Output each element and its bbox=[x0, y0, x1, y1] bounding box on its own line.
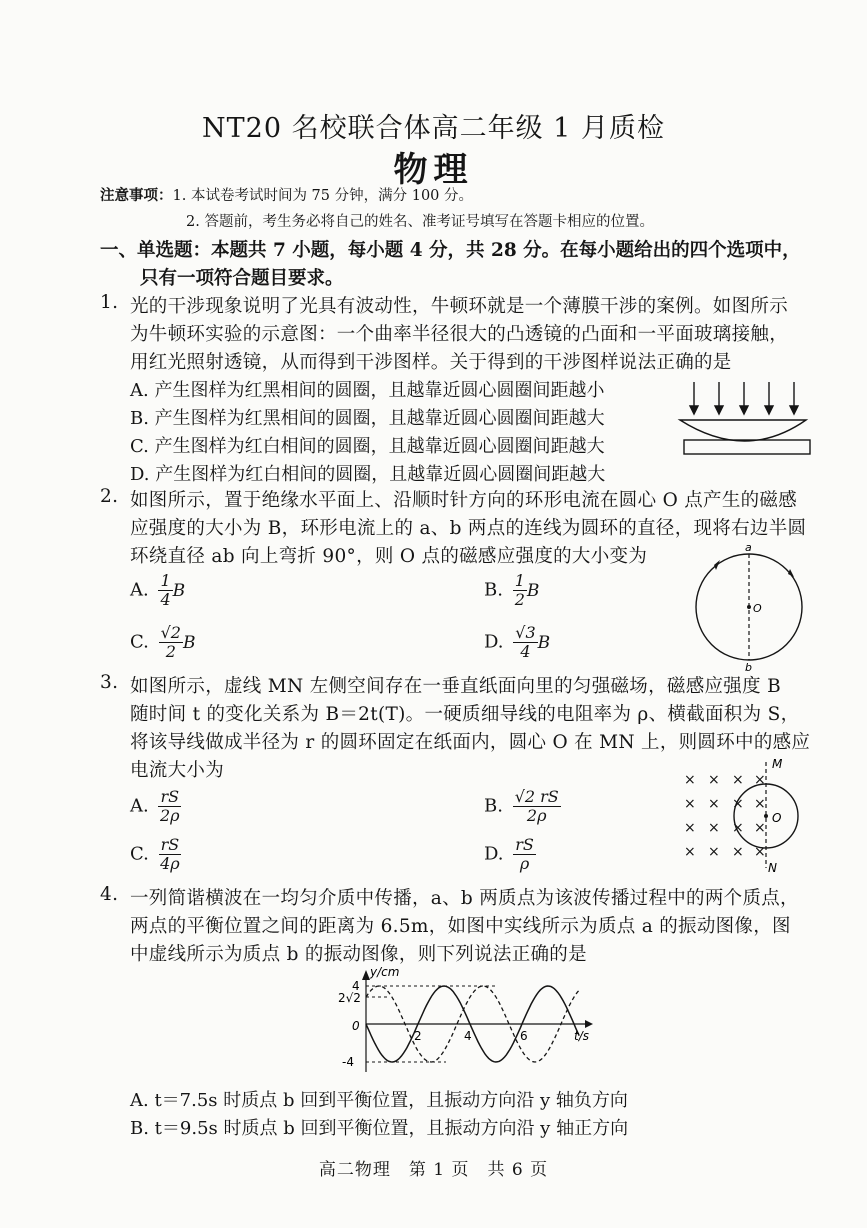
notice-item-1: 1. 本试卷考试时间为 75 分钟，满分 100 分。 bbox=[172, 188, 474, 204]
ring-current-figure bbox=[690, 540, 808, 672]
fraction: $\frac{rS}{\rho}$ bbox=[515, 835, 534, 873]
q4-option-a: A. t＝7.5s 时质点 b 回到平衡位置，且振动方向沿 y 轴负方向 bbox=[130, 1090, 628, 1111]
q1-number: 1. bbox=[100, 292, 119, 313]
svg-text:×: × bbox=[684, 772, 696, 788]
y-axis-arrow-icon bbox=[362, 970, 370, 980]
xtick-label: 4 bbox=[464, 1029, 472, 1043]
q4-line-2: 两点的平衡位置之间的距离为 6.5m，如图中实线所示为质点 a 的振动图像，图 bbox=[130, 916, 791, 937]
q3-option-b: B. $\frac{√2 rS}{2\rho}$ bbox=[484, 787, 559, 825]
svg-text:×: × bbox=[684, 796, 696, 812]
origin-label: 0 bbox=[352, 1019, 360, 1033]
q2-option-b: B. $\frac{1}{2}$ B bbox=[484, 571, 540, 609]
q1-option-d: D. 产生图样为红白相间的圆圈，且越靠近圆心圆圈间距越大 bbox=[130, 464, 606, 485]
svg-text:×: × bbox=[732, 796, 744, 812]
current-arrow-icon bbox=[714, 560, 720, 570]
svg-text:×: × bbox=[708, 796, 720, 812]
t-axis-arrow-icon bbox=[585, 1020, 593, 1028]
q3-line-4: 电流大小为 bbox=[130, 760, 225, 781]
label-m: M bbox=[772, 757, 783, 771]
exam-title: NT20 名校联合体高二年级 1 月质检 bbox=[202, 113, 665, 144]
q3-option-a: A. $\frac{rS}{2\rho}$ bbox=[130, 787, 180, 825]
q2-line-1: 如图所示，置于绝缘水平面上、沿顺时针方向的环形电流在圆心 O 点产生的磁感 bbox=[130, 490, 798, 511]
light-ray-arrows bbox=[690, 382, 798, 414]
q3-line-3: 将该导线做成半径为 r 的圆环固定在纸面内，圆心 O 在 MN 上，则圆环中的感应 bbox=[130, 732, 811, 753]
q1-option-b: B. 产生图样为红黑相间的圆圈，且越靠近圆心圆圈间距越大 bbox=[130, 408, 605, 429]
q4-line-1: 一列简谐横波在一均匀介质中传播，a、b 两质点为该波传播过程中的两个质点， bbox=[130, 888, 799, 909]
xtick-label: 6 bbox=[520, 1029, 528, 1043]
x-axis-label: t/s bbox=[574, 1029, 589, 1043]
q2-number: 2. bbox=[100, 486, 119, 507]
label-n: N bbox=[768, 861, 777, 875]
fraction: $\frac{rS}{4\rho}$ bbox=[160, 835, 180, 873]
fraction: $\frac{rS}{2\rho}$ bbox=[159, 787, 180, 825]
q1-line-1: 光的干涉现象说明了光具有波动性，牛顿环就是一个薄膜干涉的案例。如图所示 bbox=[130, 296, 789, 317]
fraction: $\frac{√3}{4}$ bbox=[515, 623, 536, 661]
svg-text:×: × bbox=[754, 796, 766, 812]
section-header: 一、单选题：本题共 7 小题，每小题 4 分，共 28 分。在每小题给出的四个选项中， bbox=[100, 240, 801, 261]
svg-text:×: × bbox=[708, 820, 720, 836]
page-footer: 高二物理 第 1 页 共 6 页 bbox=[318, 1160, 549, 1180]
fraction: $\frac{√2 rS}{2\rho}$ bbox=[514, 787, 559, 825]
vibration-graph bbox=[330, 964, 600, 1078]
q2-option-c: C. $\frac{√2}{2}$ B bbox=[130, 623, 196, 661]
label-o: O bbox=[772, 811, 782, 825]
q2-line-2: 应强度的大小为 B，环形电流上的 a、b 两点的连线为圆环的直径，现将右边半圆 bbox=[130, 518, 807, 539]
notice-label: 注意事项： bbox=[100, 187, 173, 204]
newton-ring-figure bbox=[676, 378, 816, 460]
svg-text:×: × bbox=[732, 820, 744, 836]
svg-text:×: × bbox=[708, 772, 720, 788]
ytick-label: 4 bbox=[352, 979, 360, 993]
y-axis-label: y/cm bbox=[370, 965, 400, 979]
q4-line-3: 中虚线所示为质点 b 的振动图像，则下列说法正确的是 bbox=[130, 944, 587, 965]
q1-line-2: 为牛顿环实验的示意图：一个曲率半径很大的凸透镜的凸面和一平面玻璃接触， bbox=[130, 324, 789, 345]
notice-item-2: 2. 答题前，考生务必将自己的姓名、准考证号填写在答题卡相应的位置。 bbox=[186, 214, 654, 230]
q4-number: 4. bbox=[100, 884, 119, 905]
ytick-label: -4 bbox=[342, 1055, 354, 1069]
q2-line-3: 环绕直径 ab 向上弯折 90°，则 O 点的磁感应强度的大小变为 bbox=[130, 546, 648, 567]
q1-line-3: 用红光照射透镜，从而得到干涉图样。关于得到的干涉图样说法正确的是 bbox=[130, 352, 732, 373]
svg-text:×: × bbox=[754, 844, 766, 860]
svg-text:×: × bbox=[754, 772, 766, 788]
svg-text:×: × bbox=[732, 772, 744, 788]
convex-lens bbox=[680, 420, 806, 441]
section-header-cont: 只有一项符合题目要求。 bbox=[140, 268, 344, 289]
subject-title: 物理 bbox=[393, 150, 474, 190]
svg-text:×: × bbox=[684, 844, 696, 860]
xtick-label: 2 bbox=[414, 1029, 422, 1043]
q3-line-1: 如图所示，虚线 MN 左侧空间存在一垂直纸面向里的匀强磁场，磁感应强度 B bbox=[130, 676, 781, 697]
center-point bbox=[747, 605, 751, 609]
magnetic-field-figure bbox=[678, 756, 818, 876]
center-point bbox=[764, 814, 768, 818]
q2-option-a: A. $\frac{1}{4}$ B bbox=[130, 571, 186, 609]
q3-option-c: C. $\frac{rS}{4\rho}$ bbox=[130, 835, 180, 873]
q2-option-d: D. $\frac{√3}{4}$ B bbox=[484, 623, 551, 661]
q1-option-c: C. 产生图样为红白相间的圆圈，且越靠近圆心圆圈间距越大 bbox=[130, 436, 605, 457]
q3-number: 3. bbox=[100, 672, 119, 693]
q1-option-a: A. 产生图样为红黑相间的圆圈，且越靠近圆心圆圈间距越小 bbox=[130, 380, 605, 401]
q4-option-b: B. t＝9.5s 时质点 b 回到平衡位置，且振动方向沿 y 轴正方向 bbox=[130, 1118, 629, 1139]
fraction: $\frac{1}{4}$ bbox=[160, 571, 171, 609]
q3-option-d: D. $\frac{rS}{\rho}$ bbox=[484, 835, 534, 873]
svg-text:×: × bbox=[754, 820, 766, 836]
point-o-label: O bbox=[753, 602, 762, 615]
point-a-label: a bbox=[745, 541, 752, 554]
svg-text:×: × bbox=[684, 820, 696, 836]
notice-block bbox=[100, 184, 473, 205]
point-b-label: b bbox=[745, 661, 752, 672]
svg-text:×: × bbox=[708, 844, 720, 860]
fraction: $\frac{1}{2}$ bbox=[514, 571, 525, 609]
q3-line-2: 随时间 t 的变化关系为 B＝2t(T)。一硬质细导线的电阻率为 ρ、横截面积为 S， bbox=[130, 704, 800, 725]
glass-plate bbox=[684, 440, 810, 454]
field-crosses bbox=[684, 772, 766, 860]
ytick-label: 2√2 bbox=[338, 991, 361, 1005]
svg-text:×: × bbox=[732, 844, 744, 860]
fraction: $\frac{√2}{2}$ bbox=[160, 623, 181, 661]
